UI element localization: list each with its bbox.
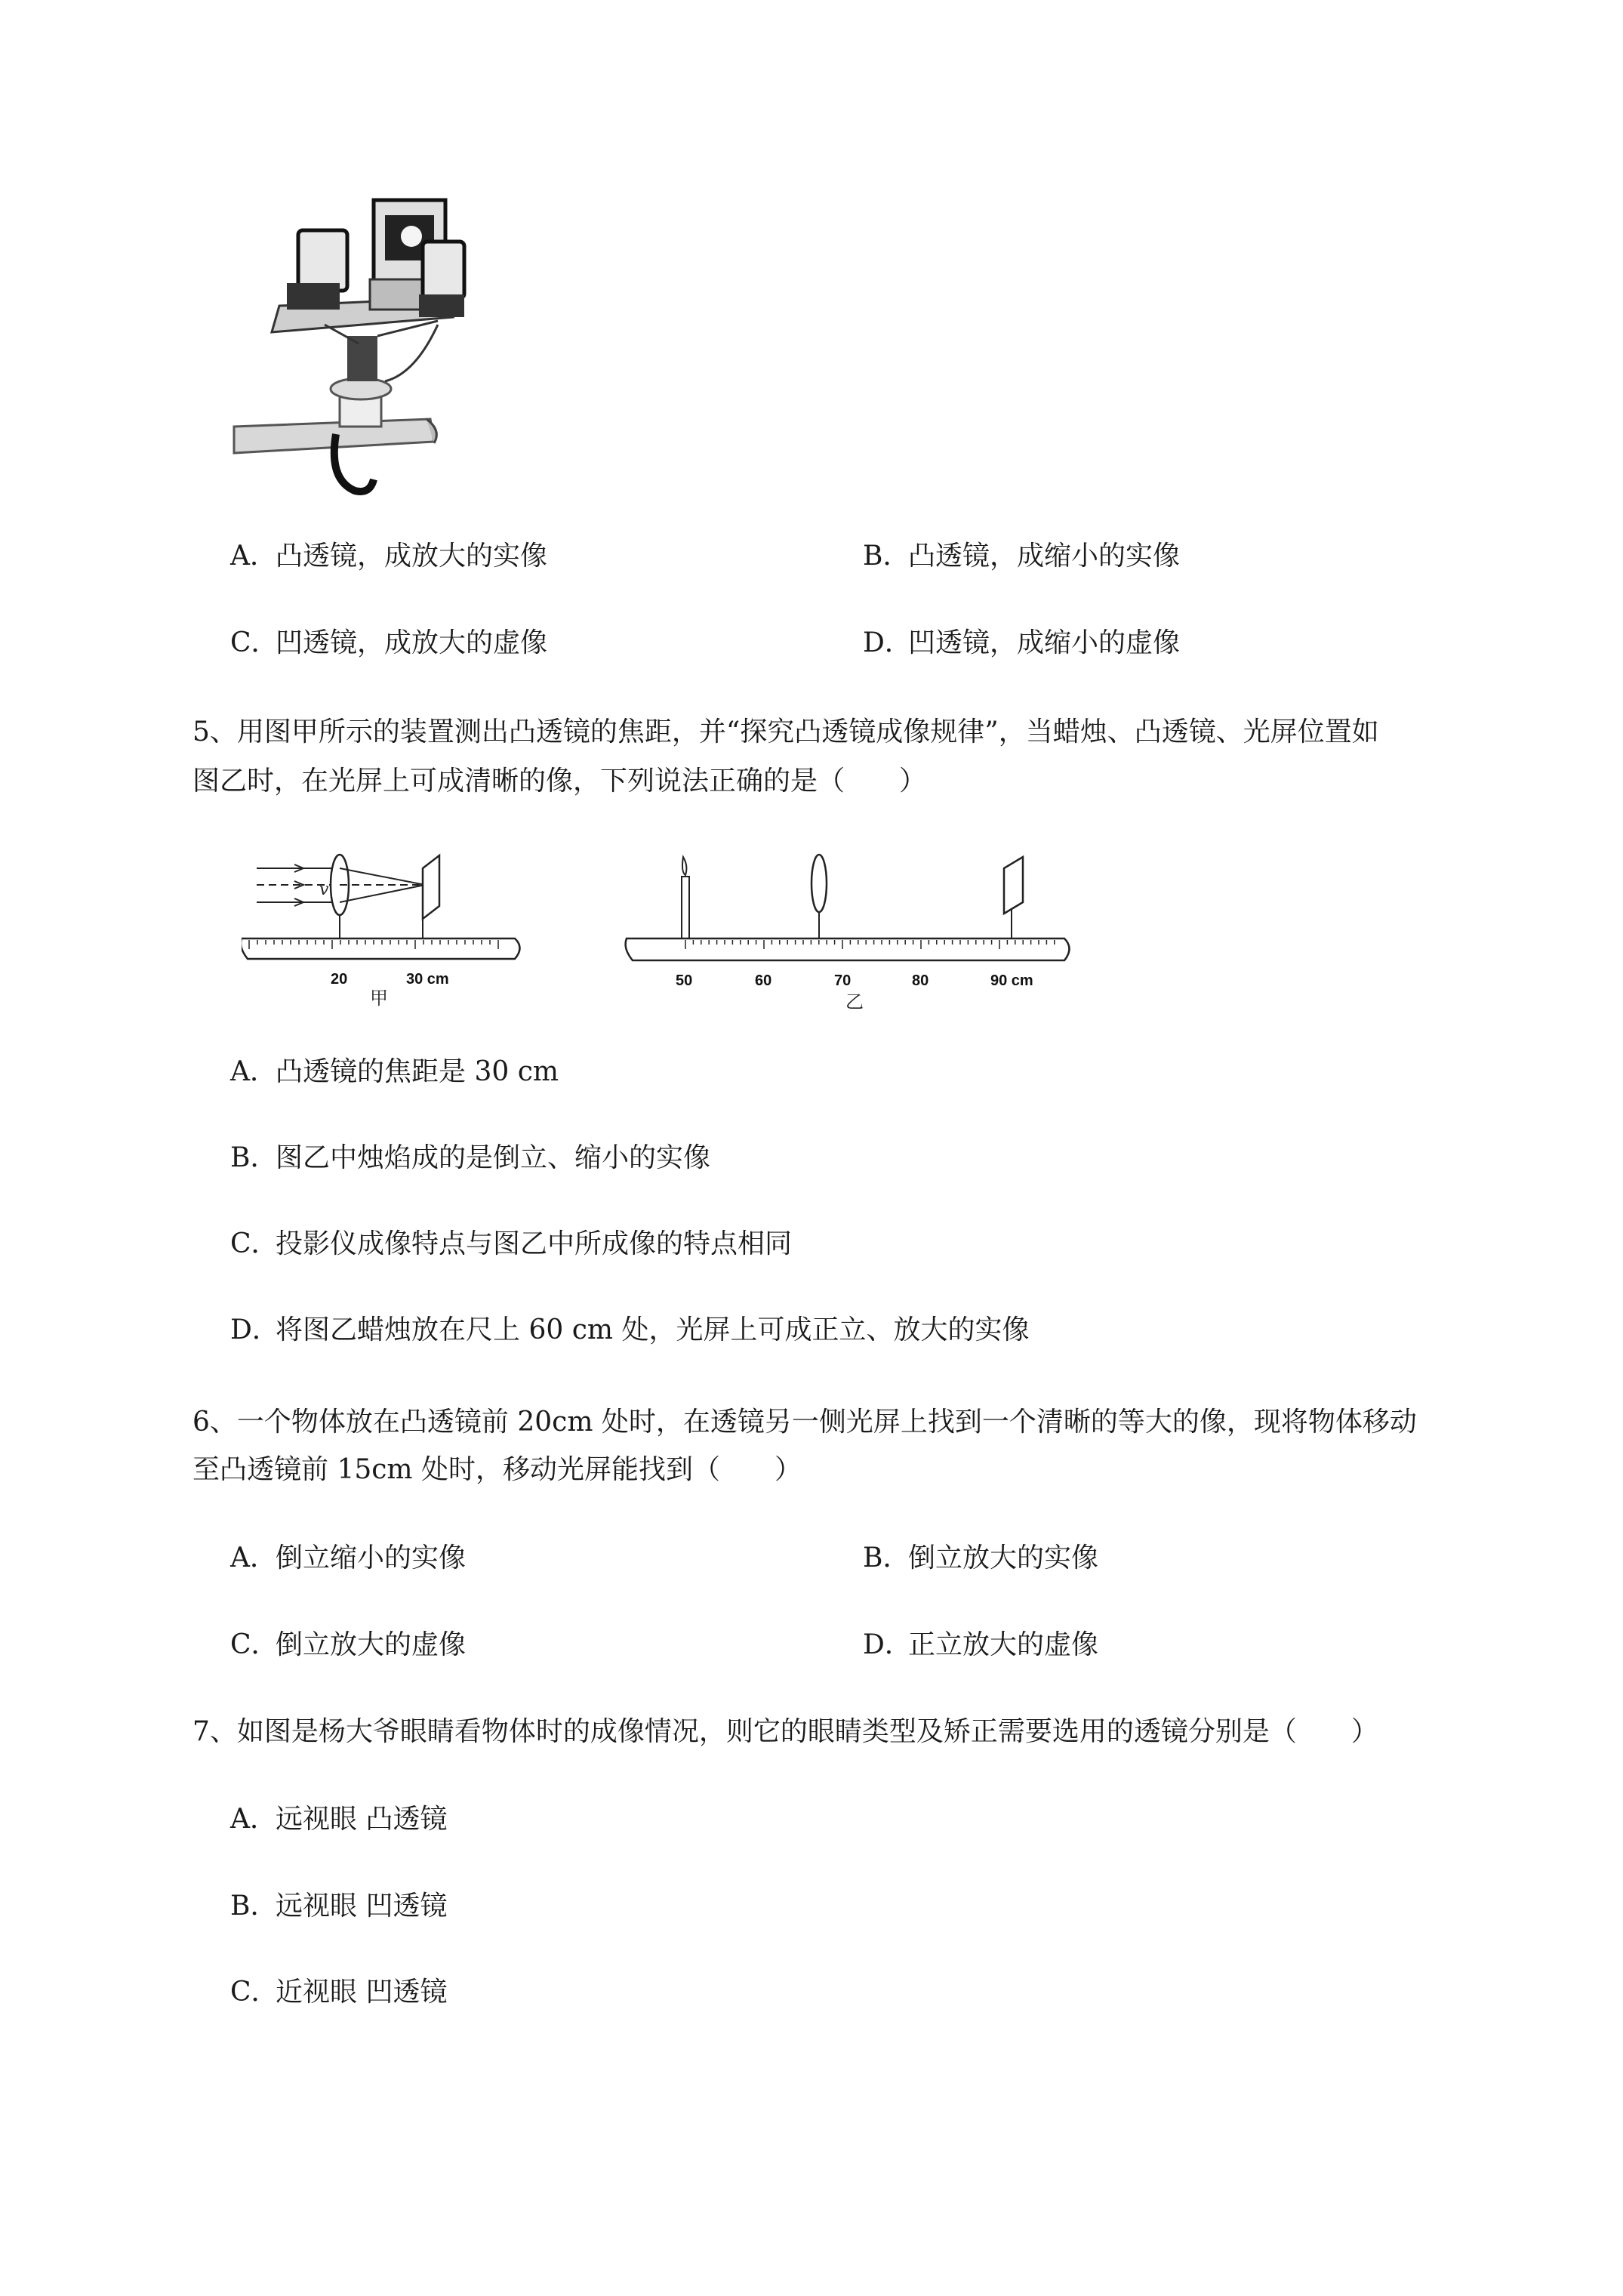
q5-stem-line2: 图乙时，在光屏上可成清晰的像，下列说法正确的是（ ） [192,766,927,797]
q7-option-c: C．近视眼 凹透镜 [230,1977,448,2008]
q7-option-a: A．远视眼 凸透镜 [230,1804,448,1835]
q4-option-b: B．凸透镜，成缩小的实像 [863,541,1181,572]
jia-caption: 甲 [370,988,388,1008]
figure-jia [242,849,528,1008]
q4-option-c: C．凹透镜，成放大的虚像 [230,627,548,658]
q6-option-d: D．正立放大的虚像 [863,1629,1099,1660]
q5-option-d: D．将图乙蜡烛放在尺上 60 cm 处，光屏上可成正立、放大的实像 [230,1314,1030,1345]
q6-stem-line2: 至凸透镜前 15cm 处时，移动光屏能找到（ ） [192,1454,802,1485]
q7-option-b: B．远视眼 凹透镜 [230,1891,448,1922]
surveillance-camera-photo [226,193,468,502]
yi-tick-70: 70 [834,972,852,989]
q4-option-d: D．凹透镜，成缩小的虚像 [863,627,1181,658]
q5-stem-line1: 5、用图甲所示的装置测出凸透镜的焦距，并“探究凸透镜成像规律”，当蜡烛、凸透镜、光屏位置如 [192,717,1379,747]
q5-option-b: B．图乙中烛焰成的是倒立、缩小的实像 [230,1142,711,1173]
yi-tick-60: 60 [755,972,772,989]
yi-caption: 乙 [845,991,864,1012]
q6-option-a: A．倒立缩小的实像 [230,1542,467,1573]
q5-option-c: C．投影仪成像特点与图乙中所成像的特点相同 [230,1228,793,1259]
jia-tick-30: 30 cm [406,971,449,988]
q4-option-a: A．凸透镜，成放大的实像 [230,541,548,572]
q6-option-b: B．倒立放大的实像 [863,1542,1099,1573]
q6-stem-line1: 6、一个物体放在凸透镜前 20cm 处时，在透镜另一侧光屏上找到一个清晰的等大的像，现将物体移动 [192,1407,1417,1438]
svg-text:v: v [319,880,329,899]
q5-option-a: A．凸透镜的焦距是 30 cm [230,1056,559,1087]
yi-tick-80: 80 [912,972,929,989]
figure-yi [619,849,1087,1012]
jia-tick-20: 20 [331,971,348,988]
q6-option-c: C．倒立放大的虚像 [230,1629,467,1660]
q7-stem-line1: 7、如图是杨大爷眼睛看物体时的成像情况，则它的眼睛类型及矫正需要选用的透镜分别是（ ） [192,1716,1378,1747]
yi-tick-90: 90 cm [990,972,1033,989]
yi-tick-50: 50 [676,972,693,989]
